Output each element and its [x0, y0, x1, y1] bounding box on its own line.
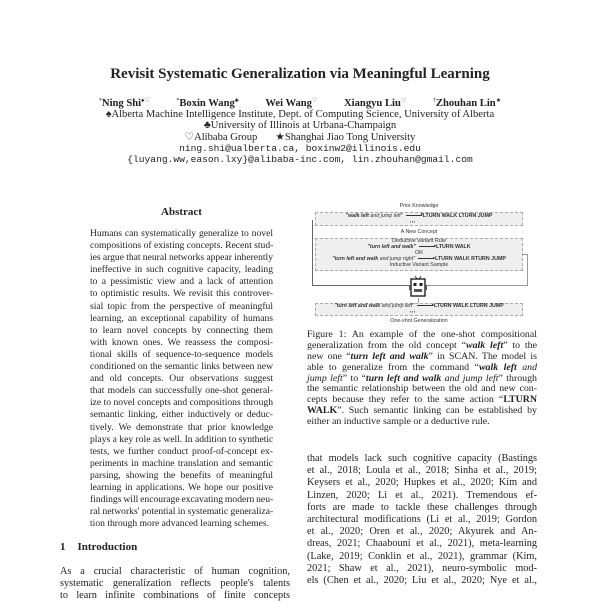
text-segment: turn left and walk	[365, 372, 442, 384]
text-segment: either an inductive sample or a deductive rule.	[307, 416, 490, 428]
text-line	[307, 417, 537, 428]
text-line: conditioned on the semantic links between new	[90, 361, 273, 373]
author-affil-mark: ♠♡	[141, 98, 150, 104]
paper-title: Revisit Systematic Generalization via Meaningful Learning	[110, 66, 490, 82]
introduction-text	[60, 566, 290, 602]
right-column-text	[307, 453, 537, 587]
arrow-icon	[418, 258, 434, 259]
author-name: Wei Wang	[265, 98, 312, 109]
author-names	[0, 98, 600, 109]
affiliation-3	[0, 132, 600, 143]
abstract-text	[90, 228, 273, 530]
author	[265, 98, 317, 109]
author-block	[0, 98, 600, 165]
arrow-icon	[406, 215, 422, 216]
author-affil-mark: ♡	[311, 98, 318, 104]
connector-right	[527, 254, 528, 286]
author-name: Zhouhan Lin	[435, 98, 496, 109]
action-output: LTURN WALK LTURN JUMP	[433, 303, 504, 309]
robot-model-icon	[409, 276, 427, 298]
text-line: dreas, 2021; Chaabouni et al., 2021), meta-learning	[307, 538, 537, 550]
text-segment: LTURN	[503, 394, 537, 406]
text-segment: ” to the	[503, 339, 537, 351]
dots-icon: ▪▪▪	[410, 219, 416, 224]
section-heading-introduction	[60, 541, 149, 554]
command-text: "turn left and walk	[334, 303, 381, 309]
text-line: learning, an exceptional capability of humans	[90, 312, 273, 324]
text-segment: jump left	[307, 372, 343, 384]
action-output: LTURN WALK RTURN JUMP	[435, 256, 506, 262]
affiliation-2: ♣University of Illinois at Urbana-Champaign	[203, 120, 397, 132]
affiliation-alibaba: ♡Alibaba Group	[184, 131, 258, 143]
connector-left-bottom	[312, 285, 410, 286]
text-line: tional skills of sequence-to-sequence models	[90, 348, 273, 360]
author-name: Ning Shi	[101, 98, 142, 109]
author	[433, 98, 501, 109]
section-number: 1	[60, 541, 66, 553]
dots-icon: ▪▪▪	[410, 309, 416, 314]
author-affil-mark: ♡	[400, 98, 407, 104]
action-output: LTURN WALK LTURN JUMP	[422, 212, 493, 219]
command-text: "walk left	[345, 212, 369, 219]
text-line: to a pessimistic view and a lack of attention	[90, 276, 273, 288]
text-segment: able to generalize from the command “	[307, 361, 479, 373]
text-segment: WALK	[307, 405, 338, 417]
text-line: tests, we further conduct proof-of-concept ex-	[90, 445, 273, 457]
author-mark: *	[176, 98, 180, 104]
author-mark: †	[432, 98, 436, 104]
text-segment: the semantic relationship between the old and new con-	[307, 383, 537, 395]
author-affil-mark: ♣	[234, 98, 239, 104]
text-line: ral networks' potential in systematic generaliza-	[90, 506, 274, 518]
text-line: Linzen, 2020; Li et al., 2021). Tremendous ef-	[307, 489, 537, 501]
text-line: semantic linking, either inductively or deduc-	[90, 409, 273, 421]
text-line: ize to novel concepts and compositions through	[90, 397, 273, 409]
text-line: els (Chen et al., 2020; Liu et al., 2020; Nye et al.,	[307, 574, 537, 586]
prior-knowledge-label: Prior Knowledge	[399, 203, 439, 209]
abstract-heading: Abstract	[161, 206, 202, 218]
text-line: plays a key role as well. In addition to synthetic	[90, 433, 274, 445]
author-affil-mark: ★	[495, 98, 502, 104]
section-title: Introduction	[77, 541, 138, 553]
author-mark: *	[98, 98, 102, 104]
text-line: learning in applications. We hope our positive	[90, 481, 273, 493]
text-line: ies argue that neural networks appear inherently	[90, 252, 273, 264]
text-line: and old concepts. Our observations suggest	[90, 373, 273, 385]
text-line: As a crucial characteristic of human cognition,	[60, 566, 290, 577]
text-line: to optimistic results. We revisit this controver-	[90, 288, 273, 300]
text-segment: cepts because they refer to the same action “	[307, 394, 504, 406]
one-shot-generalization-label: One-shot Generalization	[390, 318, 448, 324]
deductive-rule-label: Deductive Variant Rule	[392, 238, 446, 244]
text-line: ineffective in such cognitive capacity, leading	[90, 264, 273, 276]
affiliation-sjtu: ★Shanghai Jiao Tong University	[275, 131, 416, 143]
or-label: OR	[415, 250, 423, 256]
text-line: (Lake, 2019; Conklin et al., 2021), grammar (Kim,	[307, 550, 537, 562]
generalization-example	[315, 304, 523, 310]
text-line: to learn infinite combinations of finite concepts	[60, 590, 290, 602]
arrow-icon	[419, 246, 435, 247]
text-line: forts are made to tackle these challenges through	[307, 501, 537, 513]
connector-left	[312, 220, 313, 286]
text-line: et al., 2020; Oren et al., 2020; Akyurek and An-	[307, 526, 537, 538]
author-name: Boxin Wang	[179, 98, 235, 109]
connector-right-bottom	[426, 285, 528, 286]
affiliation-1: ♠Alberta Machine Intelligence Institute, Dept. of Computing Science, University of Alberta	[105, 109, 495, 121]
command-text: "turn left and walk	[332, 256, 379, 262]
text-segment: ”. Such semantic linking can be established by	[337, 405, 537, 417]
prior-example	[315, 214, 523, 220]
action-output: LTURN WALK	[435, 244, 471, 250]
text-line: compositions of existing concepts. Recent stud-	[90, 240, 274, 252]
text-line: 2021; Shaw et al., 2021), neuro-symbolic mod-	[307, 562, 537, 574]
new-concept-label: A New Concept	[400, 229, 438, 235]
text-line: tively. We demonstrate that prior knowledge	[90, 421, 273, 433]
text-line: systematic generalization reflects people's talents	[60, 578, 290, 590]
text-line: Humans can systematically generalize to novel	[90, 228, 273, 239]
command-text: and jump right"	[378, 256, 416, 262]
author	[99, 98, 150, 109]
text-segment: ” in SCAN. The model is	[428, 350, 537, 362]
text-segment: walk left	[478, 361, 517, 373]
text-line: to learn novel concepts by connecting them	[90, 324, 273, 336]
text-segment: ” to “	[342, 372, 366, 384]
author	[344, 98, 406, 109]
figure-caption	[307, 330, 537, 428]
arrow-icon	[417, 305, 433, 306]
text-segment: turn left and walk	[350, 350, 429, 362]
text-line: et al., 2018; Loula et al., 2018; Sinha et al., 2019;	[307, 465, 537, 477]
text-segment: generalization from the old concept “	[307, 339, 467, 351]
email-line-2: {luyang.ww,eason.lxy}@alibaba-inc.com, lin.zhouhan@gmail.com	[127, 153, 473, 165]
command-text: and jump left"	[368, 212, 403, 219]
text-segment: ” through	[498, 372, 537, 384]
text-line: sial topic from the perspective of meaningful	[90, 300, 273, 312]
author-name: Xiangyu Liu	[344, 98, 401, 109]
text-line: that models lack such cognitive capacity (Bastings	[307, 453, 537, 464]
text-line: parsing, showing the benefits of meaningful	[90, 469, 273, 481]
email-line-1: ning.shi@ualberta.ca, boxinw2@illinois.edu	[179, 142, 421, 154]
text-line: findings will encourage excavating modern neu-	[90, 494, 274, 506]
text-segment: Figure 1: An example of the one-shot compositional	[307, 329, 537, 340]
author	[176, 98, 238, 109]
text-line: periments in machine translation and semantic	[90, 457, 273, 469]
text-segment: walk left	[466, 339, 504, 351]
text-segment: and jump left	[441, 372, 499, 384]
text-segment: new one “	[307, 350, 351, 362]
text-line: with known ones. We reassess the composi-	[90, 336, 273, 348]
text-line: tion through more advanced learning schemes.	[90, 518, 270, 530]
text-line: Keysers et al., 2020; Hupkes et al., 2020; Kim and	[307, 477, 537, 489]
text-line: that models can successfully one-shot general-	[90, 385, 273, 397]
command-text: "turn left and walk"	[367, 244, 416, 250]
command-text: and jump left"	[380, 303, 414, 309]
text-line: architectural modifications (Li et al., 2019; Gordon	[307, 513, 537, 525]
text-segment: and	[516, 361, 538, 373]
inductive-sample-label: Inductive Variant Sample	[389, 262, 449, 268]
